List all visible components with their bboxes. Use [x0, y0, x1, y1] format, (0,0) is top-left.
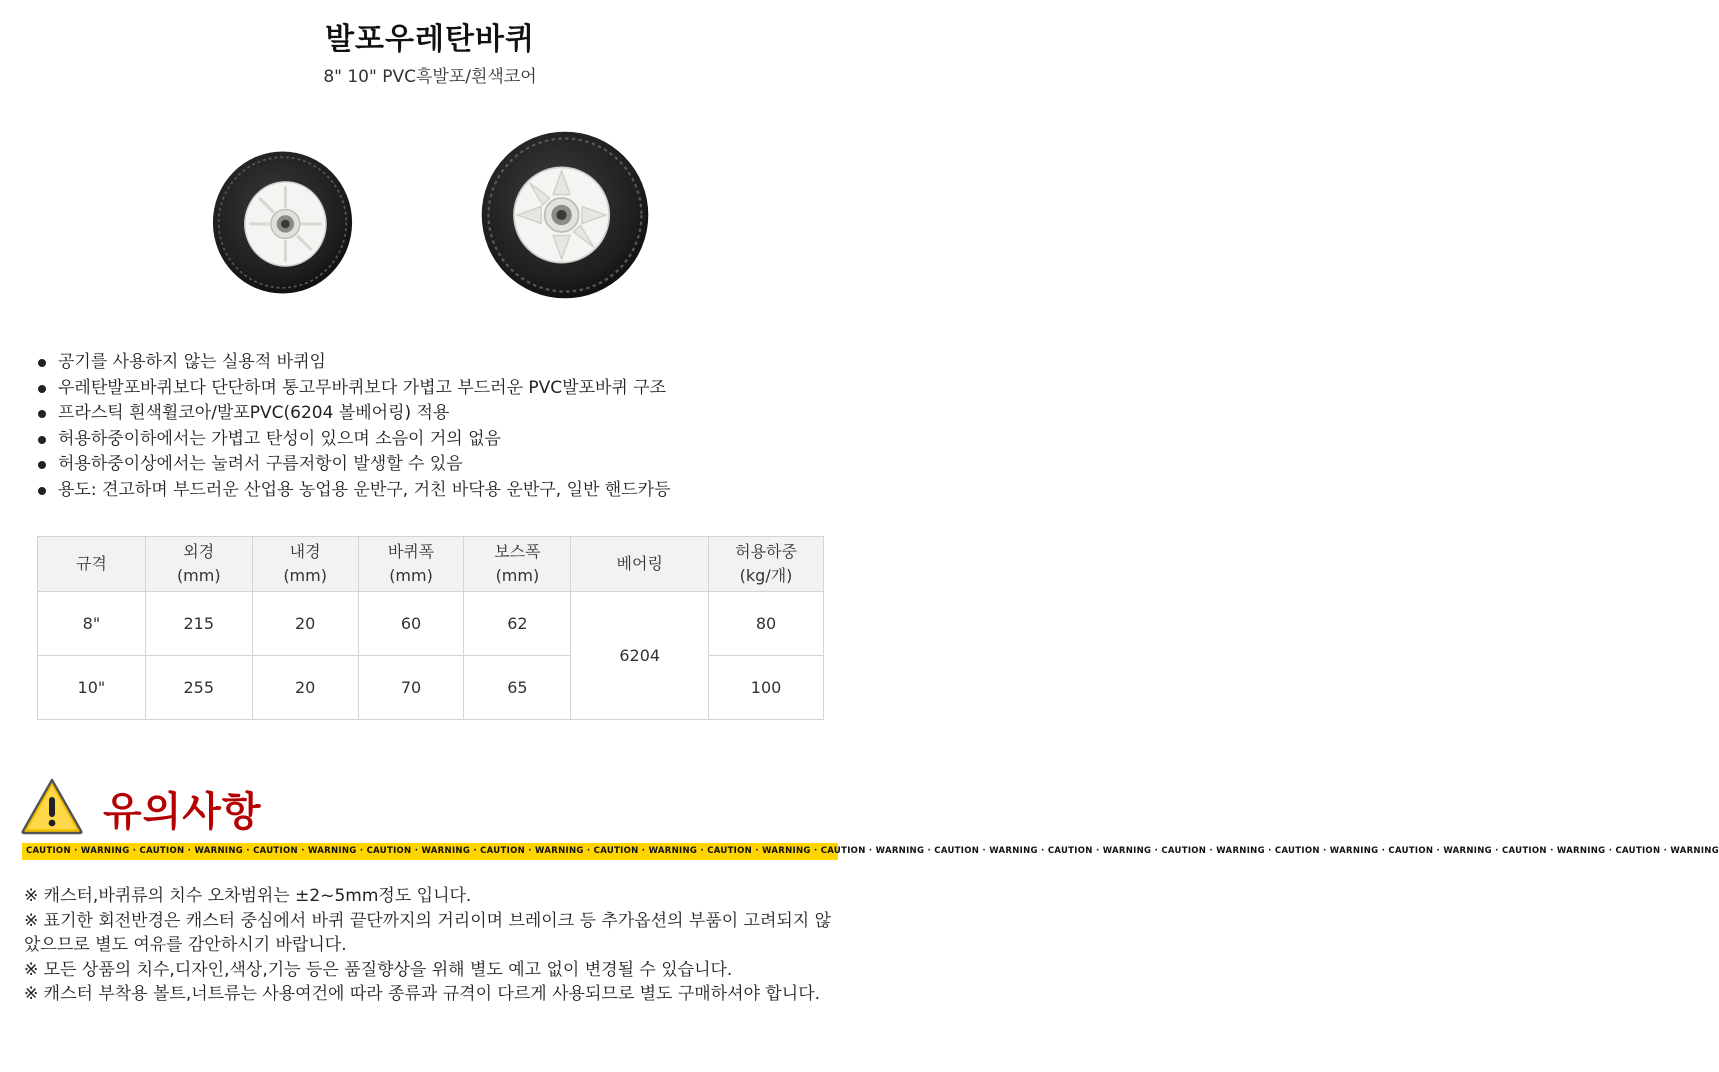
spec-table: [37, 536, 824, 720]
warning-icon-shape: [20, 777, 84, 835]
header-inner-diameter: 내경 (mm): [252, 537, 358, 592]
feature-item: 공기를 사용하지 않는 실용적 바퀴임: [36, 350, 836, 376]
note-item: ※ 캐스터 부착용 볼트,너트류는 사용여건에 따라 종류과 규격이 다르게 사용되므로 별도 구매하셔야 합니다.: [24, 984, 821, 1004]
page-title: 발포우레탄바퀴: [325, 22, 535, 57]
header-size: 규격: [38, 537, 146, 592]
cell-size: 10": [38, 656, 146, 720]
cell-load: 100: [709, 656, 824, 720]
note-item: ※ 모든 상품의 치수,디자인,색상,기능 등은 품질향상을 위해 별도 예고 없이 변경될 수 있습니다.: [24, 959, 733, 980]
cell-outer: 215: [145, 592, 252, 656]
cell-width: 60: [358, 592, 464, 656]
table-row: [38, 592, 824, 656]
header-boss-width: 보스폭 (mm): [464, 537, 571, 592]
header-load: 허용하중 (kg/개): [709, 537, 824, 592]
cell-bearing: 6204: [571, 592, 709, 720]
header-wheel-width: 바퀴폭 (mm): [358, 537, 464, 592]
note-item: ※ 캐스터,바퀴류의 치수 오차범위는 ±2~5mm정도 입니다.: [24, 886, 472, 906]
feature-list: [36, 350, 836, 503]
caution-tape: CAUTION · WARNING · CAUTION · WARNING · CAUTION · WARNING · CAUTION · WARNING · CAUTION · WARNING · CAUTION · WARNING · CAUTION · WARNING · CAUTION · WARNING · CAUTION · WARNING · CAUTION · WARNING · CAUTION · WARNING · CAUTION · WARNING · CAUTION · WARNING · CAUTION · WARNING · CAUTION · WARNING: [22, 843, 838, 860]
cell-load: 80: [709, 592, 824, 656]
table-header-row: [38, 537, 824, 592]
caution-notes: [24, 884, 836, 1007]
feature-item: 허용하중이상에서는 눌려서 구름저항이 발생할 수 있음: [36, 452, 836, 478]
note-item: ※ 표기한 회전반경은 캐스터 중심에서 바퀴 끝단까지의 거리이며 브레이크 등 추가옵션의 부품이 고려되지 않았으므로 별도 여유를 감안하시기 바랍니다.: [24, 910, 832, 955]
header-outer-diameter: 외경 (mm): [145, 537, 252, 592]
feature-item: 용도: 견고하며 부드러운 산업용 농업용 운반구, 거친 바닥용 운반구, 일반 핸드카등: [36, 478, 836, 504]
feature-item: 프라스틱 흰색휠코아/발포PVC(6204 볼베어링) 적용: [36, 401, 836, 427]
header-bearing: 베어링: [571, 537, 709, 592]
cell-boss: 65: [464, 656, 571, 720]
wheel-8inch-image: [210, 150, 355, 295]
feature-item: 우레탄발포바퀴보다 단단하며 통고무바퀴보다 가볍고 부드러운 PVC발포바퀴 구조: [36, 376, 836, 402]
cell-inner: 20: [252, 592, 358, 656]
caution-title: 유의사항: [103, 789, 262, 835]
cell-width: 70: [358, 656, 464, 720]
cell-outer: 255: [145, 656, 252, 720]
wheel-10inch-image: [480, 130, 650, 300]
cell-inner: 20: [252, 656, 358, 720]
cell-size: 8": [38, 592, 146, 656]
cell-boss: 62: [464, 592, 571, 656]
feature-item: 허용하중이하에서는 가볍고 탄성이 있으며 소음이 거의 없음: [36, 427, 836, 453]
product-photos: [180, 100, 710, 340]
page-subtitle: 8" 10" PVC흑발포/흰색코어: [323, 67, 537, 87]
